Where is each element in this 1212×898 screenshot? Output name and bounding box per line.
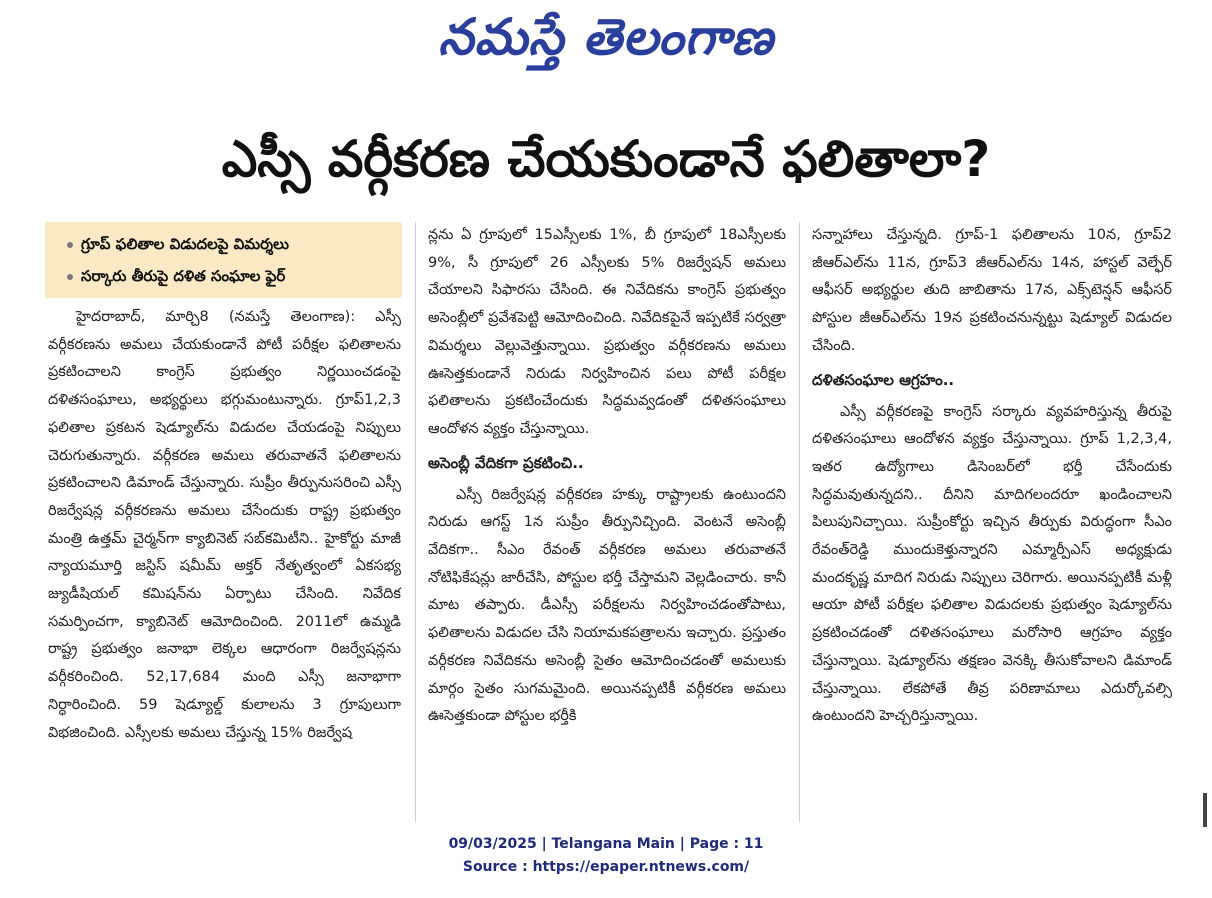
article-paragraph: ఎస్సీ రిజర్వేషన్ల వర్గీకరణ హక్కు రాష్ట్రాలకు ఉంటుందని నిరుడు ఆగస్ట్‌ 1న సుప్రీం తీర్పునిచ్చింది. వెంటనే అసెంబ్లీ వేదికగా.. సీఎం రేవంత్‌ వర్గీకరణ అమలు తరువాతనే నోటిఫికేషన్లు జారీచేసి, పోస్టుల భర్తీ చేస్తామని వెల్లడించారు. కానీ మాట తప్పారు. డీఎస్సీ పరీక్షలను నిర్వహించడంతోపాటు, ఫలితాలను విడుదల చేసి నియామకపత్రాలను ఇచ్చారు. ప్రస్తుతం వర్గీకరణ నివేదికను అసెంబ్లీ సైతం ఆమోదించడంతో అమలుకు మార్గం సైతం సుగమమైంది. అయినప్పటికీ వర్గీకరణ అమలు ఊసెత్తకుండా పోస్టుల భర్తీకి bbox=[428, 486, 786, 725]
section-subheading: దళితసంఘాల ఆగ్రహం.. bbox=[812, 370, 955, 389]
highlight-text: సర్కారు తీరుపై దళిత సంఘాల ఫైర్‌ bbox=[81, 267, 286, 285]
article-paragraph: హైదరాబాద్‌, మార్చి8 (నమస్తే తెలంగాణ): ఎస్సీ వర్గీకరణను అమలు చేయకుండానే పోటీ పరీక్షల ఫలితాలను ప్రకటించాలని కాంగ్రెస్‌ ప్రభుత్వం నిర్ణయించడంపై దళితసంఘాలు, అభ్యర్థులు భగ్గుమంటున్నారు. గ్రూప్‌1,2,3 ఫలితాల ప్రకటన షెడ్యూల్‌ను విడుదల చేయడంపై నిప్పులు చెరుగుతున్నారు. వర్గీకరణ అమలు తరువాతనే ఫలితాలను ప్రకటించాలని డిమాండ్‌ చేస్తున్నారు. సుప్రీం తీర్పునుసరించి ఎస్సీ రిజర్వేషన్ల వర్గీకరణను అమలు చేసేందుకు రాష్ట్ర ప్రభుత్వం మంత్రి ఉత్తమ్‌ చైర్మన్‌గా క్యాబినెట్‌ సబ్‌కమిటీని.. హైకోర్టు మాజీ న్యాయమూర్తి జస్టిస్‌ షమీమ్‌ అక్తర్‌ నేతృత్వంలో ఏకసభ్య జ్యుడీషియల్‌ కమిషన్‌ను ఏర్పాటు చేసింది. నివేదిక సమర్పించగా, క్యాబినెట్‌ ఆమోదించింది. 2011లో ఉమ్మడి రాష్ట్ర ప్రభుత్వం జనాభా లెక్కల ఆధారంగా రిజర్వేషన్లను వర్గీకరించింది. 52,17,684 మంది ఎస్సీ జనాభాగా నిర్ధారించింది. 59 షెడ్యూల్డ్‌ కులాలను 3 గ్రూపులుగా విభజించింది. ఎస్సీలకు అమలు చేస్తున్న 15% రిజర్వేష bbox=[48, 309, 401, 741]
highlight-text: గ్రూప్‌ ఫలితాల విడుదలపై విమర్శలు bbox=[81, 235, 289, 253]
page-edge-mark bbox=[1203, 793, 1207, 827]
footer-source: Source : https://epaper.ntnews.com/ bbox=[462, 859, 750, 875]
highlight-item bbox=[67, 228, 402, 260]
article-column-1 bbox=[48, 304, 401, 747]
article-headline: ఎస్సీ వర్గీకరణ చేయకుండానే ఫలితాలా? bbox=[221, 130, 991, 188]
highlight-item bbox=[67, 260, 402, 292]
article-column-3 bbox=[812, 222, 1172, 731]
article-paragraph: న్లను ఏ గ్రూపులో 15ఎస్సీలకు 1%, బీ గ్రూపులో 18ఎస్సీలకు 9%, సీ గ్రూపులో 26 ఎస్సీలకు 5% రిజర్వేషన్‌ అమలు చేయాలని సిఫారసు చేసింది. ఈ నివేదికను కాంగ్రెస్‌ ప్రభుత్వం అసెంబ్లీలో ప్రవేశపెట్టి ఆమోదించింది. నివేదికపైనే ఇప్పటికే సర్వత్రా విమర్శలు వెల్లువెత్తున్నాయి. ప్రభుత్వం వర్గీకరణను అమలు ఊసెత్తకుండానే నిరుడు నిర్వహించిన పలు పోటీ పరీక్షల ఫలితాలను ప్రకటించేందుకు సిద్ధమవ్వడంతో దళితసంఘాలు ఆందోళన వ్యక్తం చేస్తున్నాయి. bbox=[428, 227, 786, 437]
section-subheading: అసెంబ్లీ వేదికగా ప్రకటించి.. bbox=[428, 453, 584, 472]
article-paragraph: ఎస్సీ వర్గీకరణపై కాంగ్రెస్‌ సర్కారు వ్యవహరిస్తున్న తీరుపై దళితసంఘాలు ఆందోళన వ్యక్తం చేస్తున్నాయి. గ్రూప్‌ 1,2,3,4, ఇతర ఉద్యోగాలు డిసెంబర్‌లో భర్తీ చేసేందుకు సిద్ధమవుతున్నదని.. దీనిని మాదిగలందరూ ఖండించాలని పిలుపునిచ్చాయి. సుప్రీంకోర్టు ఇచ్చిన తీర్పుకు విరుద్ధంగా సీఎం రేవంత్‌రెడ్డి ముందుకెళ్తున్నారని ఎమ్మార్పీఎస్‌ అధ్యక్షుడు మందకృష్ణ మాదిగ నిరుడు నిప్పులు చెరిగారు. అయినప్పటికీ మళ్లీ ఆయా పోటీ పరీక్షల ఫలితాల విడుదలకు ప్రభుత్వం షెడ్యూల్‌ను ప్రకటించడంతో దళితసంఘాలు మరోసారి ఆగ్రహం వ్యక్తం చేస్తున్నాయి. షెడ్యూల్‌ను తక్షణం వెనక్కి తీసుకోవాలని డిమాండ్‌ చేస్తున్నాయి. లేకపోతే తీవ్ర పరిణామాలు ఎదుర్కోవల్సి ఉంటుందని హెచ్చరిస్తున్నాయి. bbox=[812, 403, 1172, 725]
newspaper-masthead: నమస్తే తెలంగాణ bbox=[438, 7, 774, 66]
footer-date-page: 09/03/2025 | Telangana Main | Page : 11 bbox=[448, 836, 764, 852]
article-paragraph: సన్నాహాలు చేస్తున్నది. గ్రూప్‌-1 ఫలితాలను 10న, గ్రూప్‌2 జీఆర్‌ఎల్‌ను 11న, గ్రూప్‌3 జీఆర్‌ఎల్‌ను 14న, హాస్టల్‌ వెల్ఫేర్‌ ఆఫీసర్‌ అభ్యర్థుల తుది జాబితాను 17న, ఎక్స్‌టెన్షన్‌ ఆఫీసర్‌ పోస్టుల జీఆర్‌ఎల్‌ను 19న ప్రకటించనున్నట్టు షెడ్యూల్‌ విడుదల చేసింది. bbox=[812, 227, 1172, 354]
bullet-icon bbox=[67, 274, 73, 280]
highlights-box bbox=[45, 222, 402, 298]
article-column-2 bbox=[428, 222, 786, 731]
column-divider bbox=[799, 222, 800, 822]
bullet-icon bbox=[67, 242, 73, 248]
column-divider bbox=[415, 222, 416, 822]
